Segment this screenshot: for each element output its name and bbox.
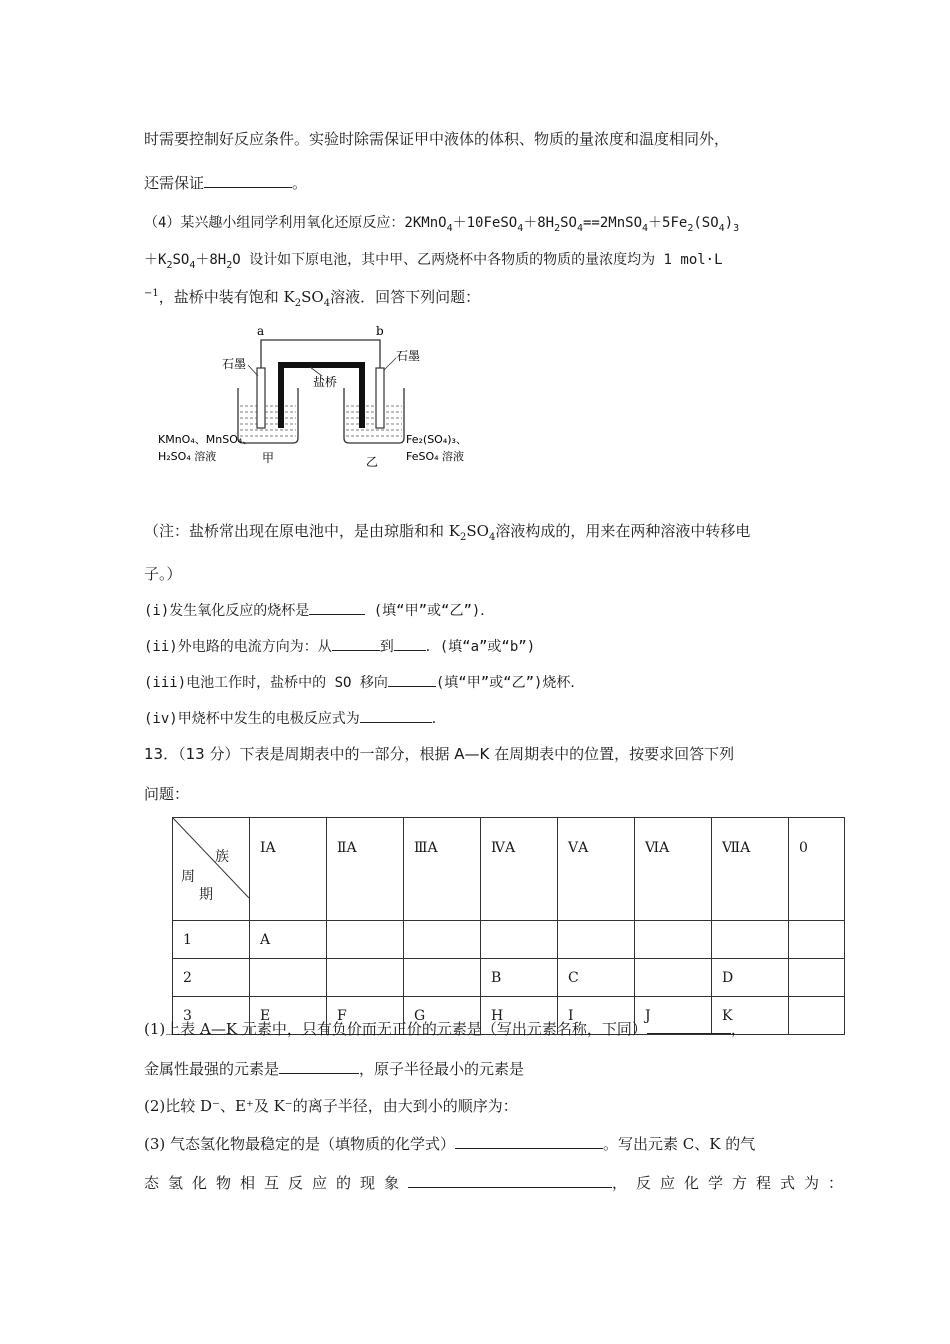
table-row xyxy=(173,921,845,959)
equation-line: $+K_2SO_4+8H_2O$ 设计如下原电池，其中甲、乙两烧杯中各物质的物质的量浓度均为 1 mol·L xyxy=(144,252,723,271)
table-row xyxy=(173,959,845,997)
period-cell: 3 xyxy=(173,997,250,1035)
element-cell: H xyxy=(481,997,558,1035)
period-cell: 1 xyxy=(173,921,250,959)
group-header: ⅥA xyxy=(635,818,712,921)
element-cell xyxy=(789,959,845,997)
text-line: （注：盐桥常出现在原电池中，是由琼脂和和 $K_2SO_4$溶液构成的，用来在两种溶液中转移电 xyxy=(144,522,751,543)
text-line: 问题： xyxy=(144,785,190,803)
element-cell: I xyxy=(558,997,635,1035)
element-cell: B xyxy=(481,959,558,997)
element-cell xyxy=(327,959,404,997)
element-cell xyxy=(558,921,635,959)
right-solution-label: Fe₂(SO₄)₃、 xyxy=(406,433,467,446)
answer-blank[interactable] xyxy=(309,600,365,615)
answer-blank[interactable] xyxy=(204,173,292,188)
element-cell xyxy=(404,959,481,997)
element-cell: G xyxy=(404,997,481,1035)
group-header-label: 族 xyxy=(215,849,229,865)
group-header: ⅢA xyxy=(404,818,481,921)
element-cell: F xyxy=(327,997,404,1035)
group-header: ⅠA xyxy=(250,818,327,921)
question-line: (iii)电池工作时，盐桥中的 SO 移向 (填“甲”或“乙”)烧杯． xyxy=(144,672,584,692)
salt-bridge-label: 盐桥 xyxy=(313,375,338,389)
element-cell: E xyxy=(250,997,327,1035)
question-line: (2)比较 D⁻、E⁺及 K⁻的离子半径，由大到小的顺序为： xyxy=(144,1097,518,1115)
element-cell xyxy=(635,959,712,997)
graphite-right-label: 石墨 xyxy=(396,349,421,363)
group-header: ⅦA xyxy=(712,818,789,921)
group-header: ⅤA xyxy=(558,818,635,921)
element-cell xyxy=(404,921,481,959)
answer-blank[interactable] xyxy=(360,708,432,723)
question-line: (ii)外电路的电流方向为：从 到 ．(填“a”或“b”) xyxy=(144,636,535,656)
label-a: a xyxy=(257,324,265,338)
equation-line: （4）某兴趣小组同学利用氧化还原反应：$2KMnO_4+10FeSO_4+8H_2SO_4==2MnSO_4+5Fe_2(SO_4)_3$ xyxy=(144,215,740,234)
element-cell xyxy=(789,997,845,1035)
group-header: ⅡA xyxy=(327,818,404,921)
answer-blank[interactable] xyxy=(394,636,426,651)
question-line: 金属性最强的元素是 ，原子半径最小的元素是 xyxy=(144,1060,525,1078)
text-line: 子。） xyxy=(144,565,182,583)
galvanic-cell-diagram xyxy=(150,320,490,480)
text-line: 时需要控制好反应条件。实验时除需保证甲中液体的体积、物质的量浓度和温度相同外， xyxy=(144,130,730,148)
element-cell: A xyxy=(250,921,327,959)
element-cell xyxy=(712,921,789,959)
group-header: 0 xyxy=(789,818,845,921)
text-line: $^{-1}$，盐桥中装有饱和 $K_2SO_4$溶液．回答下列问题： xyxy=(144,288,481,309)
element-cell xyxy=(327,921,404,959)
period-header-label: 周 xyxy=(181,869,195,885)
period-header-label: 期 xyxy=(199,887,213,903)
element-cell: C xyxy=(558,959,635,997)
element-cell: K xyxy=(712,997,789,1035)
beaker-jia-label: 甲 xyxy=(262,451,275,465)
question-line: (3) 气态氢化物最稳定的是（填物质的化学式） 。写出元素 C、K 的气 xyxy=(144,1135,756,1153)
answer-blank[interactable] xyxy=(408,1173,612,1188)
left-solution-label: KMnO₄、MnSO₄、 xyxy=(158,433,254,446)
label-b: b xyxy=(376,324,384,338)
question-line: (i)发生氧化反应的烧杯是 (填“甲”或“乙”)． xyxy=(144,600,494,620)
question-heading: 13．（13 分）下表是周期表中的一部分，根据 A—K 在周期表中的位置，按要求回答下列 xyxy=(144,745,735,763)
question-line: (iv)甲烧杯中发生的电极反应式为 ． xyxy=(144,708,446,728)
answer-blank[interactable] xyxy=(647,1019,731,1034)
left-solution-label: H₂SO₄ 溶液 xyxy=(158,450,217,463)
answer-blank[interactable] xyxy=(388,672,436,687)
answer-blank[interactable] xyxy=(332,636,380,651)
group-header: ⅣA xyxy=(481,818,558,921)
element-cell: D xyxy=(712,959,789,997)
question-line: (1)上表 A—K 元素中，只有负价而无正价的元素是（写出元素名称，下同） ， xyxy=(144,1020,746,1038)
element-cell xyxy=(481,921,558,959)
text-line: 还需保证 。 xyxy=(144,174,308,192)
element-cell xyxy=(789,921,845,959)
element-cell: J xyxy=(635,997,712,1035)
element-cell xyxy=(635,921,712,959)
beaker-yi-label: 乙 xyxy=(366,455,379,469)
answer-blank[interactable] xyxy=(455,1134,603,1149)
corner-cell xyxy=(173,818,250,921)
periodic-table xyxy=(172,817,845,1035)
question-line: 态氢化物相互反应的现象 ，反应化学方程式为： xyxy=(144,1174,853,1192)
graphite-left-label: 石墨 xyxy=(222,357,247,371)
answer-blank[interactable] xyxy=(279,1059,359,1074)
right-solution-label: FeSO₄ 溶液 xyxy=(406,450,465,463)
element-cell xyxy=(250,959,327,997)
period-cell: 2 xyxy=(173,959,250,997)
